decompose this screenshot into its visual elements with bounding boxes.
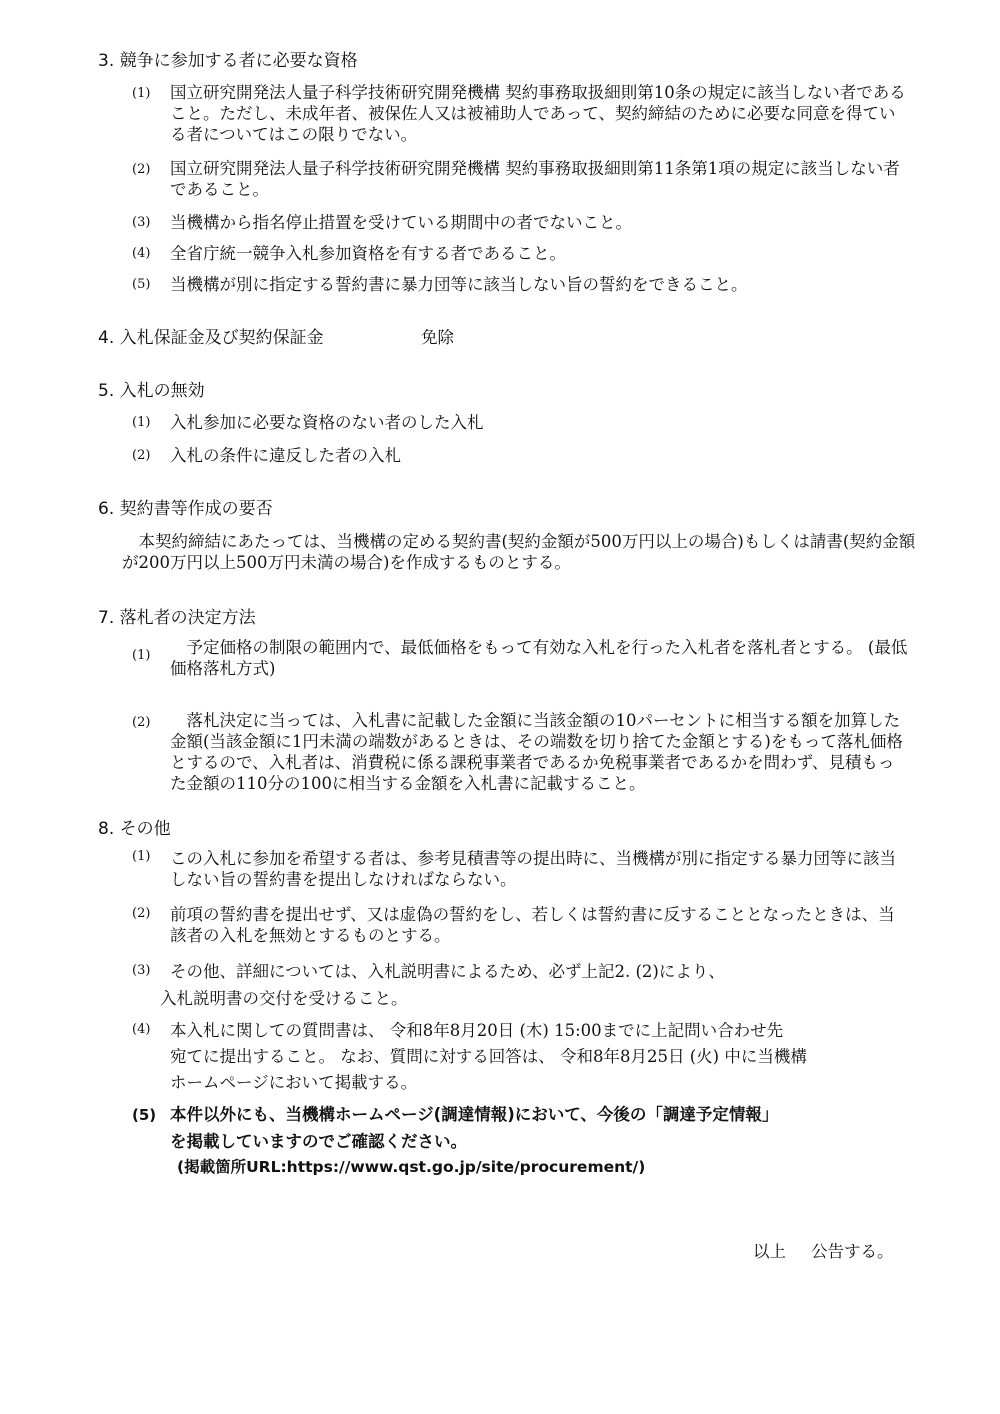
s3-item-3-text: 当機構から指名停止措置を受けている期間中の者でないこと。 (170, 213, 632, 232)
s3-item-1-text: 国立研究開発法人量子科学技術研究開発機構 契約事務取扱細則第10条の規定に該当しない者であること。ただし、未成年者、被保佐人又は被補助人であって、契約締結のために必要な同意を得ている者についてはこの限りでない。 (170, 83, 906, 144)
s8-item-3-line-2: 入札説明書の交付を受けること。 (160, 989, 408, 1008)
section-6-heading: 6. 契約書等作成の要否 (98, 499, 273, 519)
s8-item-5-url-line: (掲載箇所URL:https://www.qst.go.jp/site/procurement/) (177, 1158, 646, 1176)
s7-item-2-text: 落札決定に当っては、入札書に記載した金額に当該金額の10パーセントに相当する額を加算した金額(当該金額に1円未満の端数があるときは、その端数を切り捨てた金額とする)をもって落札価格とするので、入札者は、消費税に係る課税事業者であるか免税事業者であるかを問わず、見積もった金額の110分の100に相当する金額を入札書に記載すること。 (170, 711, 903, 793)
s8-item-4-line-3: ホームページにおいて掲載する。 (170, 1073, 418, 1092)
closing-announcement: 公告する。 (811, 1242, 894, 1261)
closing-end-mark: 以上 (753, 1242, 786, 1261)
s8-item-5-line-1: 本件以外にも、当機構ホームページ(調達情報)において、今後の「調達予定情報」 (170, 1105, 779, 1124)
s3-item-4-text: 全省庁統一競争入札参加資格を有する者であること。 (170, 244, 566, 263)
s7-item-2-number: (2) (132, 715, 151, 730)
s5-item-2-number: (2) (132, 448, 151, 463)
s8-item-3-number: (3) (132, 963, 151, 978)
s8-item-4-number: (4) (132, 1022, 151, 1037)
s5-item-1-number: (1) (132, 415, 151, 430)
s8-item-4-line-1: 本入札に関しての質問書は、 令和8年8月20日 (木) 15:00までに上記問い合わせ先 (170, 1021, 784, 1040)
s3-item-2-text: 国立研究開発法人量子科学技術研究開発機構 契約事務取扱細則第11条第1項の規定に該当しない者であること。 (170, 159, 900, 199)
s8-item-1-number: (1) (132, 849, 151, 864)
section-8-heading: 8. その他 (98, 819, 171, 839)
section-4-heading: 4. 入札保証金及び契約保証金 (98, 328, 324, 348)
s7-item-1-number: (1) (132, 648, 151, 663)
s3-item-5-text: 当機構が別に指定する誓約書に暴力団等に該当しない旨の誓約をできること。 (170, 275, 748, 294)
section-5-heading: 5. 入札の無効 (98, 381, 205, 401)
s3-item-2-number: (2) (132, 162, 151, 177)
s3-item-4-number: (4) (132, 246, 151, 261)
s8-item-3-line-1: その他、詳細については、入札説明書によるため、必ず上記2. (2)により、 (170, 962, 725, 981)
s8-item-4-line-2: 宛てに提出すること。 なお、質問に対する回答は、 令和8年8月25日 (火) 中に当機構 (170, 1047, 807, 1066)
section-3-heading: 3. 競争に参加する者に必要な資格 (98, 51, 358, 71)
section-4-value: 免除 (421, 328, 454, 347)
s8-item-2-number: (2) (132, 906, 151, 921)
s8-item-5-line-2: を掲載していますのでご確認ください。 (170, 1132, 467, 1151)
s3-item-1-number: (1) (132, 86, 151, 101)
s5-item-1-text: 入札参加に必要な資格のない者のした入札 (170, 413, 484, 432)
section-6-paragraph: 本契約締結にあたっては、当機構の定める契約書(契約金額が500万円以上の場合)もしくは請書(契約金額が200万円以上500万円未満の場合)を作成するものとする。 (122, 532, 916, 572)
s8-item-1-text: この入札に参加を希望する者は、参考見積書等の提出時に、当機構が別に指定する暴力団等に該当しない旨の誓約書を提出しなければならない。 (170, 849, 896, 889)
s8-item-5-number: (5) (132, 1106, 157, 1124)
s3-item-5-number: (5) (132, 277, 151, 292)
section-7-heading: 7. 落札者の決定方法 (98, 608, 256, 628)
s5-item-2-text: 入札の条件に違反した者の入札 (170, 446, 401, 465)
s7-item-1-text: 予定価格の制限の範囲内で、最低価格をもって有効な入札を行った入札者を落札者とする。 (最低価格落札方式) (170, 638, 908, 678)
s8-item-2-text: 前項の誓約書を提出せず、又は虚偽の誓約をし、若しくは誓約書に反することとなったときは、当該者の入札を無効とするものとする。 (170, 905, 895, 945)
s3-item-3-number: (3) (132, 215, 151, 230)
